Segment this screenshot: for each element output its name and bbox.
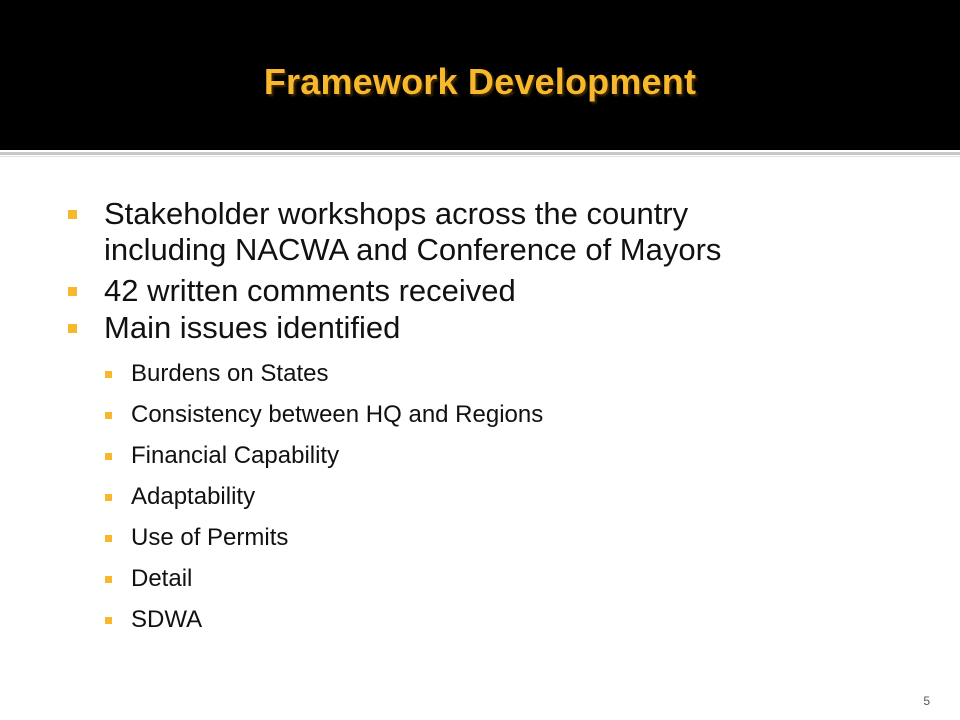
square-bullet-icon — [105, 371, 112, 378]
sub-bullet-item — [105, 565, 885, 593]
square-bullet-icon — [105, 617, 112, 624]
sub-bullet-text: SDWA — [131, 606, 203, 633]
sub-bullet-item — [105, 442, 885, 470]
square-bullet-icon — [68, 287, 77, 296]
sub-bullet-text: Burdens on States — [131, 360, 329, 387]
sub-bullet-text: Use of Permits — [131, 524, 289, 551]
square-bullet-icon — [105, 453, 112, 460]
bullet-written-comments — [68, 273, 888, 309]
sub-bullet-item — [105, 524, 885, 552]
sub-bullet-text: Detail — [131, 565, 193, 592]
square-bullet-icon — [105, 494, 112, 501]
sub-bullet-item — [105, 606, 885, 634]
bullet-main-issues — [68, 310, 888, 346]
slide-number: 5 — [923, 694, 930, 708]
square-bullet-icon — [68, 210, 77, 219]
sub-bullet-item — [105, 401, 885, 429]
bullet-text: Main issues identified — [104, 310, 401, 345]
sub-bullet-text: Financial Capability — [131, 442, 340, 469]
square-bullet-icon — [105, 576, 112, 583]
sub-bullet-text: Consistency between HQ and Regions — [131, 401, 544, 428]
sub-bullet-item — [105, 483, 885, 511]
square-bullet-icon — [105, 412, 112, 419]
bullet-stakeholder-workshops — [68, 196, 888, 268]
bullet-text: 42 written comments received — [104, 273, 516, 308]
sub-bullet-text: Adaptability — [131, 483, 256, 510]
square-bullet-icon — [68, 324, 77, 333]
sub-bullet-item — [105, 360, 885, 388]
square-bullet-icon — [105, 535, 112, 542]
slide-title: Framework Development — [263, 61, 697, 102]
bullet-text-line1: Stakeholder workshops across the country — [104, 196, 689, 231]
bullet-text-line2: including NACWA and Conference of Mayors — [104, 232, 722, 267]
